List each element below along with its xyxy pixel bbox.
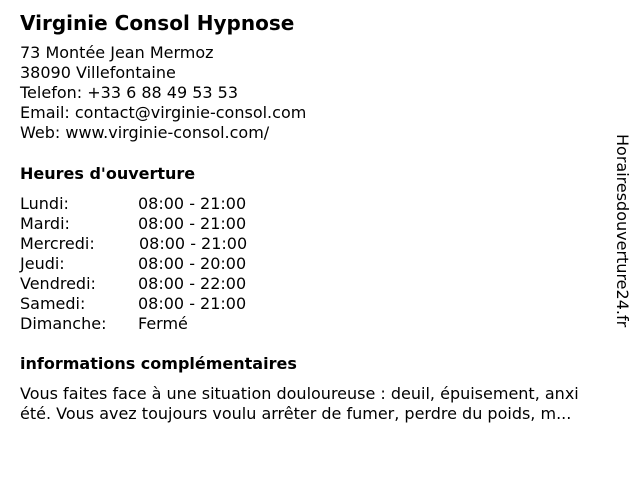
day-label: Samedi: [20, 294, 86, 313]
time-value: 08:00 - 22:00 [138, 274, 247, 293]
info-line: été. Vous avez toujours voulu arrêter de fumer, perdre du poids, m... [20, 404, 572, 423]
day-label: Mardi: [20, 214, 70, 233]
day-label: Mercredi: [20, 234, 95, 253]
info-description [20, 384, 624, 424]
contact-block [20, 43, 306, 143]
day-label: Vendredi: [20, 274, 96, 293]
address-street: 73 Montée Jean Mermoz [20, 43, 214, 62]
info-line: Vous faites face à une situation douloureuse : deuil, épuisement, anxi [20, 384, 579, 403]
day-label: Dimanche: [20, 314, 107, 333]
email-line[interactable]: Email: contact@virginie-consol.com [20, 103, 307, 122]
hours-heading: Heures d'ouverture [20, 164, 196, 183]
phone-line[interactable]: Telefon: +33 6 88 49 53 53 [20, 83, 239, 102]
time-value: 08:00 - 21:00 [138, 214, 247, 233]
time-value: 08:00 - 21:00 [139, 234, 248, 253]
site-watermark: Horairesdouverture24.fr [613, 134, 632, 328]
day-label: Lundi: [20, 194, 69, 213]
time-value: 08:00 - 20:00 [138, 254, 247, 273]
web-line[interactable]: Web: www.virginie-consol.com/ [20, 123, 270, 142]
time-value: 08:00 - 21:00 [138, 194, 247, 213]
day-label: Jeudi: [20, 254, 65, 273]
info-heading: informations complémentaires [20, 354, 297, 373]
address-city: 38090 Villefontaine [20, 63, 176, 82]
time-value: Fermé [138, 314, 188, 333]
business-name: Virginie Consol Hypnose [20, 11, 295, 35]
time-value: 08:00 - 21:00 [138, 294, 247, 313]
